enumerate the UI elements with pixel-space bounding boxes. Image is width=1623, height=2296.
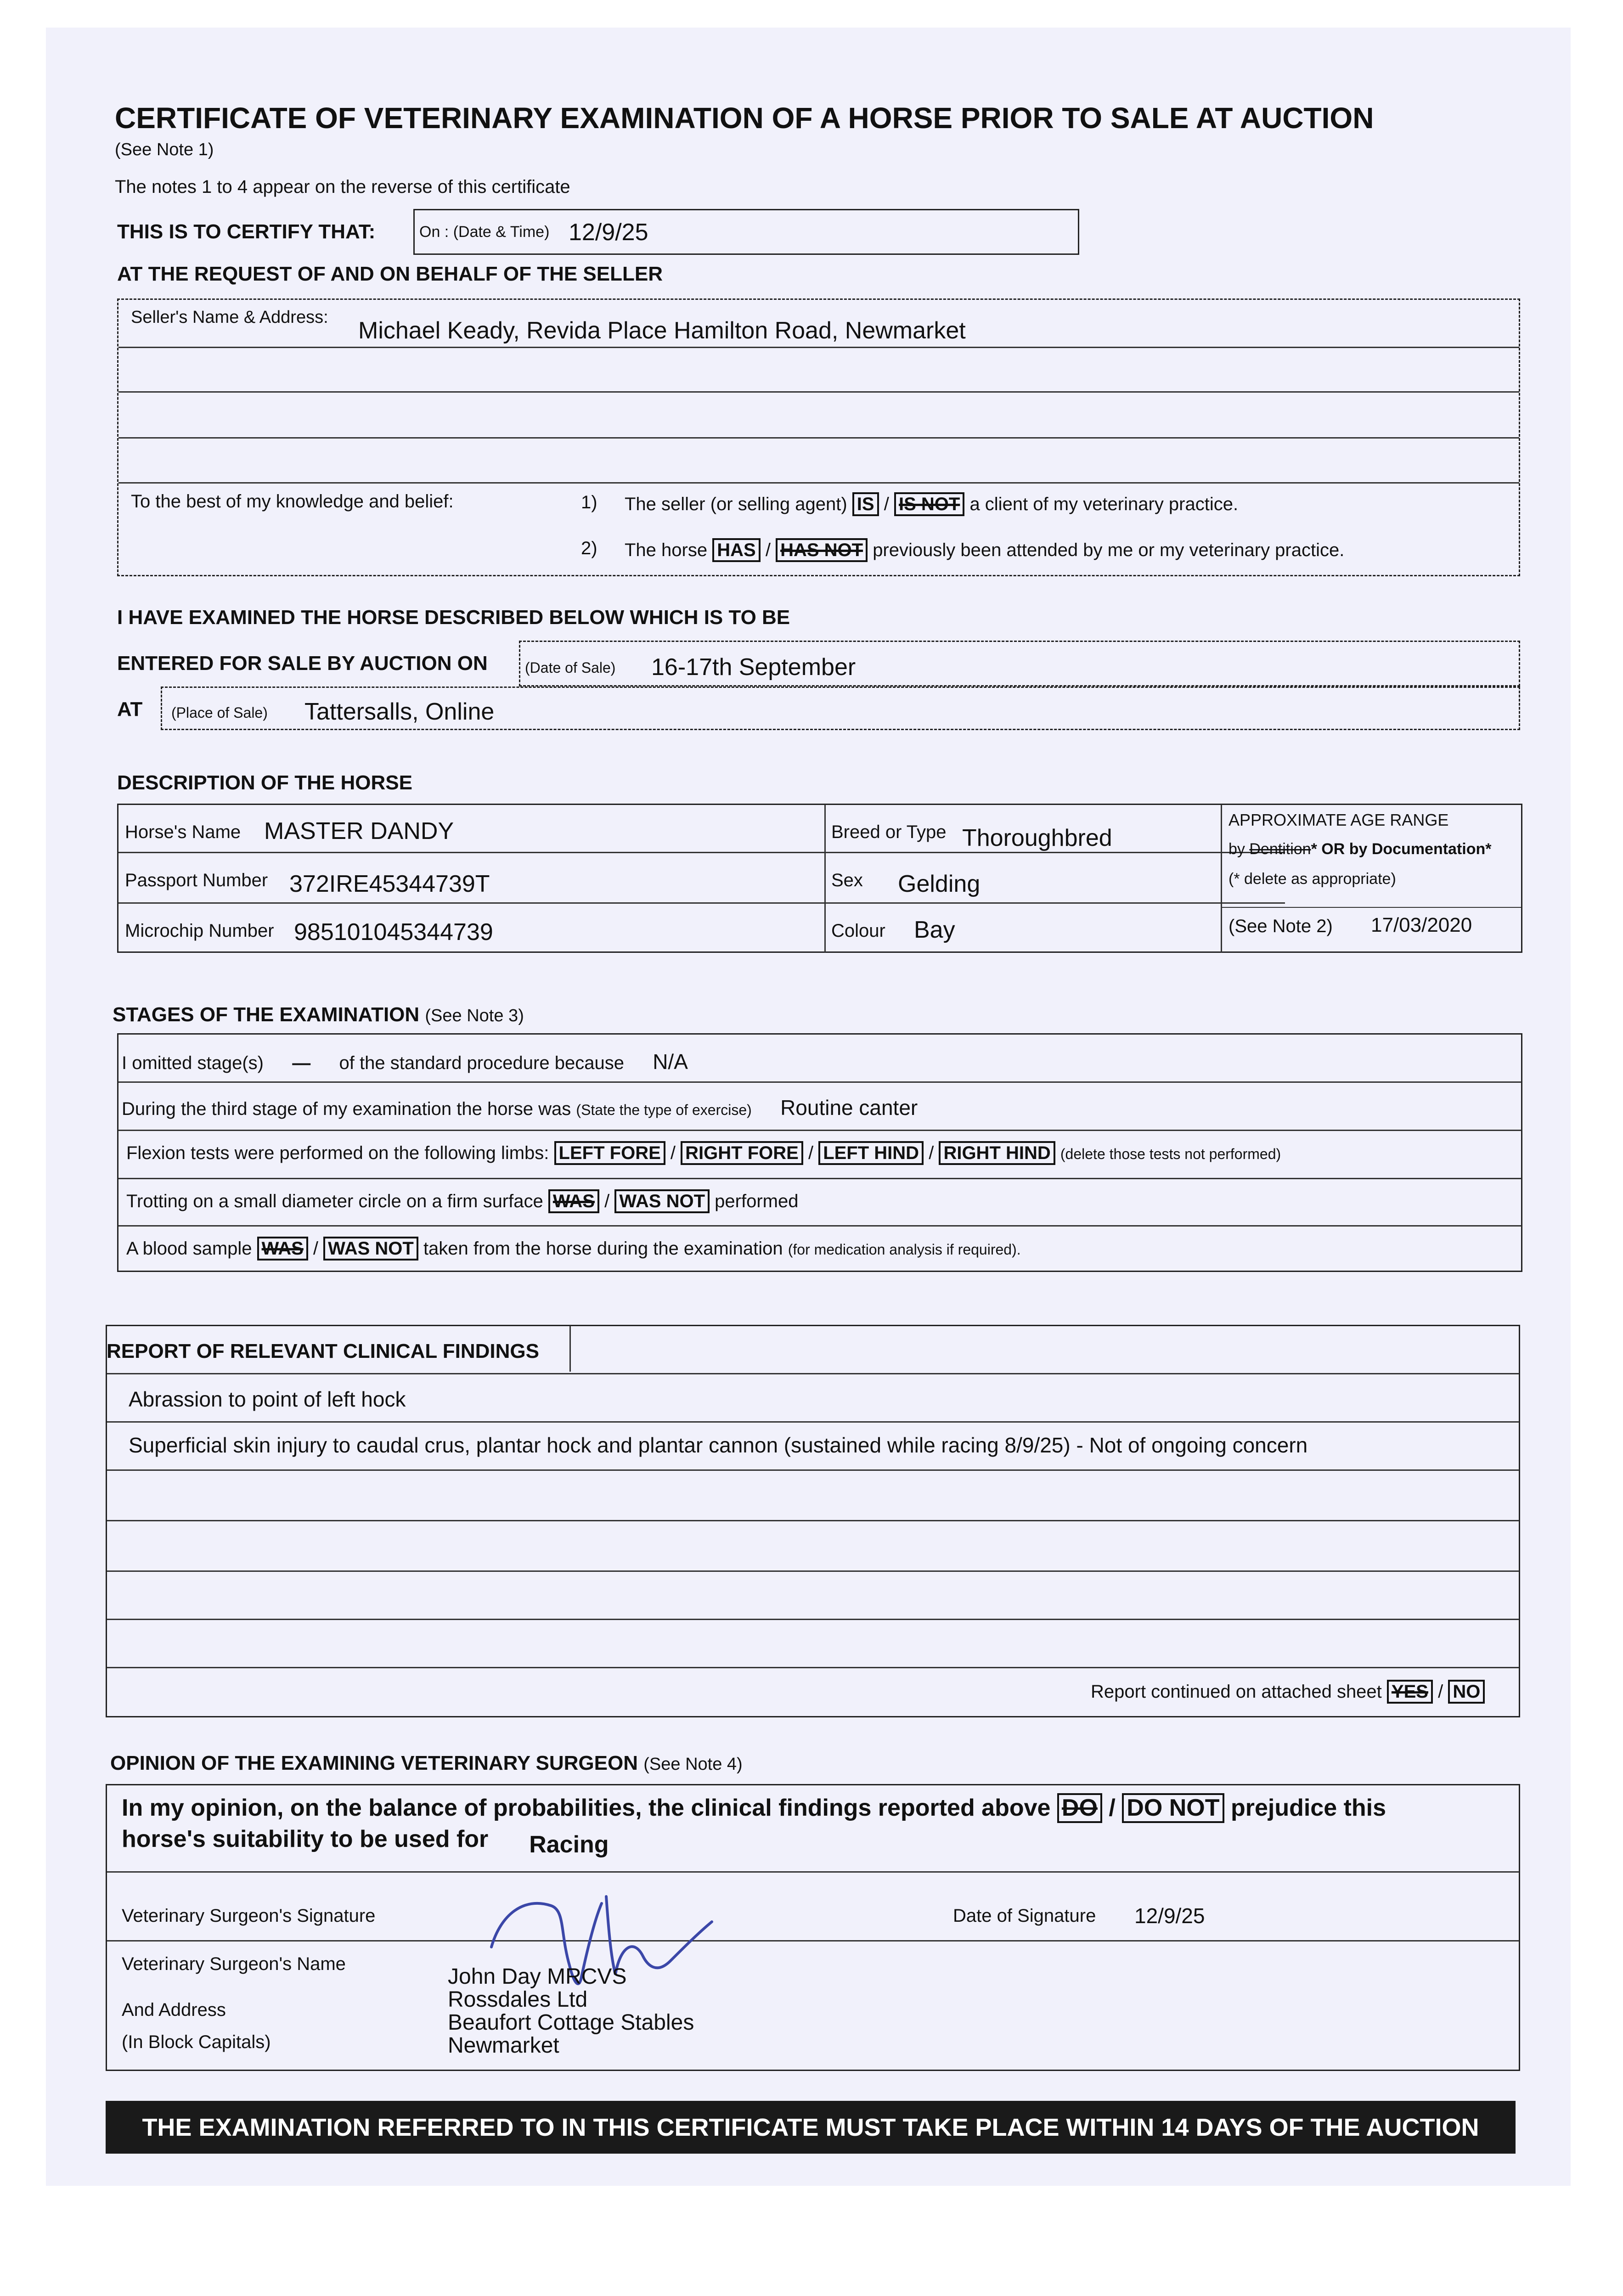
notes-line: The notes 1 to 4 appear on the reverse of this certificate xyxy=(115,177,570,197)
trot-was-option[interactable]: WAS xyxy=(548,1189,599,1213)
item1-number: 1) xyxy=(581,492,597,512)
age-dentition-struck[interactable]: Dentition xyxy=(1249,840,1311,858)
microchip-label: Microchip Number xyxy=(125,921,274,941)
opinion-do-not-option[interactable]: DO NOT xyxy=(1122,1793,1224,1823)
third-stage-hint: (State the type of exercise) xyxy=(576,1102,752,1118)
slash: / xyxy=(1438,1682,1443,1702)
seller-line-2 xyxy=(118,391,1519,393)
stages-heading xyxy=(113,1003,524,1026)
certify-label: THIS IS TO CERTIFY THAT: xyxy=(117,220,376,243)
footer-banner: THE EXAMINATION REFERRED TO IN THIS CERTIFICATE MUST TAKE PLACE WITHIN 14 DAYS OF THE AUCTION xyxy=(106,2101,1516,2154)
client-is-option[interactable]: IS xyxy=(852,492,879,516)
age-value: 17/03/2020 xyxy=(1371,914,1472,936)
flexion-note: (delete those tests not performed) xyxy=(1060,1146,1281,1162)
vet-name-label: Veterinary Surgeon's Name xyxy=(122,1954,346,1974)
finding-line-1: Abrassion to point of left hock xyxy=(129,1387,406,1411)
opinion-text-pre: In my opinion, on the balance of probabilities, the clinical findings reported above xyxy=(122,1795,1051,1821)
findings-line-5 xyxy=(107,1619,1519,1620)
findings-line-1 xyxy=(107,1421,1519,1423)
flexion-left-hind-option[interactable]: LEFT HIND xyxy=(818,1141,924,1165)
opinion-line-1 xyxy=(107,1871,1519,1873)
findings-heading: REPORT OF RELEVANT CLINICAL FINDINGS xyxy=(107,1340,539,1362)
date-time-label: On : (Date & Time) xyxy=(419,223,550,241)
age-or-documentation[interactable]: * OR by Documentation* xyxy=(1311,840,1492,858)
trot-label: Trotting on a small diameter circle on a firm surface xyxy=(126,1191,543,1211)
sale-date-field[interactable] xyxy=(519,641,1520,687)
findings-line-3 xyxy=(107,1520,1519,1521)
continued-yes-option[interactable]: YES xyxy=(1387,1680,1433,1704)
opinion-do-option[interactable]: DO xyxy=(1057,1793,1102,1823)
date-time-value: 12/9/25 xyxy=(569,219,648,246)
omitted-label: I omitted stage(s) xyxy=(122,1053,264,1073)
date-time-field[interactable] xyxy=(413,209,1079,255)
stages-line-1 xyxy=(118,1081,1522,1083)
seller-line-1 xyxy=(118,347,1519,348)
item1-post: a client of my veterinary practice. xyxy=(969,494,1239,514)
omitted-reason: N/A xyxy=(653,1050,688,1074)
see-note-1: (See Note 1) xyxy=(115,140,214,159)
desc-col-line-2 xyxy=(1221,805,1222,952)
certificate-title: CERTIFICATE OF VETERINARY EXAMINATION OF A HORSE PRIOR TO SALE AT AUCTION xyxy=(115,101,1374,135)
microchip-value: 985101045344739 xyxy=(294,919,493,945)
item1-pre: The seller (or selling agent) xyxy=(625,494,847,514)
opinion-use-value: Racing xyxy=(529,1831,609,1858)
slash: / xyxy=(765,540,771,560)
trot-was-not-option[interactable]: WAS NOT xyxy=(614,1189,710,1213)
trot-row xyxy=(126,1189,798,1213)
trot-post: performed xyxy=(715,1191,799,1211)
sex-label: Sex xyxy=(831,870,863,890)
findings-line-6 xyxy=(107,1667,1519,1668)
sale-line-2: ENTERED FOR SALE BY AUCTION ON xyxy=(117,652,488,675)
desc-row-line-2 xyxy=(118,902,1285,904)
omitted-row xyxy=(122,1049,688,1074)
stages-heading-text: STAGES OF THE EXAMINATION xyxy=(113,1003,420,1026)
vet-address-line-1: Rossdales Ltd xyxy=(448,1987,588,2012)
breed-label: Breed or Type xyxy=(831,822,947,842)
age-heading: APPROXIMATE AGE RANGE xyxy=(1229,810,1449,829)
report-continued-label: Report continued on attached sheet xyxy=(1091,1682,1382,1702)
breed-value: Thoroughbred xyxy=(962,825,1112,851)
item2-pre: The horse xyxy=(625,540,708,560)
slash: / xyxy=(884,494,889,514)
sale-date-value: 16-17th September xyxy=(651,654,856,681)
findings-line-4 xyxy=(107,1570,1519,1572)
slash: / xyxy=(670,1143,676,1163)
age-row-line xyxy=(1222,907,1521,908)
seller-value: Michael Keady, Revida Place Hamilton Road, Newmarket xyxy=(358,317,966,344)
sale-place-label: (Place of Sale) xyxy=(171,704,268,721)
client-is-not-option[interactable]: IS NOT xyxy=(894,492,964,516)
request-label: AT THE REQUEST OF AND ON BEHALF OF THE SELLER xyxy=(117,263,663,285)
passport-value: 372IRE45344739T xyxy=(289,871,490,897)
desc-row-line-1 xyxy=(118,852,1285,853)
horse-name-value: MASTER DANDY xyxy=(264,818,454,844)
sale-place-field[interactable] xyxy=(161,687,1520,730)
opinion-line-2 xyxy=(107,1940,1519,1941)
opinion-heading-note: (See Note 4) xyxy=(643,1755,743,1774)
blood-was-option[interactable]: WAS xyxy=(257,1237,308,1261)
signature-label: Veterinary Surgeon's Signature xyxy=(122,1906,376,1926)
flexion-right-fore-option[interactable]: RIGHT FORE xyxy=(681,1141,803,1165)
sale-date-label: (Date of Sale) xyxy=(525,659,616,676)
findings-line-0 xyxy=(107,1373,1519,1374)
opinion-text-line2: horse's suitability to be used for xyxy=(122,1826,489,1852)
sale-place-value: Tattersalls, Online xyxy=(304,698,495,725)
slash: / xyxy=(1109,1795,1116,1821)
slash: / xyxy=(929,1143,934,1163)
at-label: AT xyxy=(117,698,143,720)
third-stage-row xyxy=(122,1095,918,1120)
date-of-signature-value: 12/9/25 xyxy=(1134,1904,1205,1928)
date-of-signature-label: Date of Signature xyxy=(953,1906,1096,1926)
horse-has-not-option[interactable]: HAS NOT xyxy=(776,538,868,562)
findings-line-2 xyxy=(107,1469,1519,1471)
stages-line-4 xyxy=(118,1225,1522,1227)
block-capitals-label: (In Block Capitals) xyxy=(122,2032,271,2052)
vet-details xyxy=(448,1965,694,2057)
seller-line-4 xyxy=(118,482,1519,484)
omitted-value: — xyxy=(292,1053,311,1073)
item1-row xyxy=(625,492,1238,516)
blood-note: (for medication analysis if required). xyxy=(788,1241,1021,1258)
opinion-heading xyxy=(110,1752,743,1775)
slash: / xyxy=(604,1191,610,1211)
flexion-right-hind-option[interactable]: RIGHT HIND xyxy=(939,1141,1055,1165)
age-method-row xyxy=(1229,840,1492,858)
blood-post: taken from the horse during the examination xyxy=(423,1238,783,1259)
sale-line-1: I HAVE EXAMINED THE HORSE DESCRIBED BELOW WHICH IS TO BE xyxy=(117,606,790,629)
slash: / xyxy=(808,1143,814,1163)
vet-address-line-2: Beaufort Cottage Stables xyxy=(448,2010,694,2035)
description-heading: DESCRIPTION OF THE HORSE xyxy=(117,771,412,794)
age-by: by xyxy=(1229,840,1245,858)
opinion-text-post: prejudice this xyxy=(1230,1795,1386,1821)
stages-heading-note: (See Note 3) xyxy=(425,1006,524,1025)
flexion-label: Flexion tests were performed on the following limbs: xyxy=(126,1143,549,1163)
seller-line-3 xyxy=(118,437,1519,439)
opinion-heading-text: OPINION OF THE EXAMINING VETERINARY SURGEON xyxy=(110,1752,638,1774)
slash: / xyxy=(313,1238,319,1259)
report-continued-row xyxy=(1091,1680,1485,1704)
blood-row xyxy=(126,1237,1021,1261)
finding-line-2: Superficial skin injury to caudal crus, plantar hock and plantar cannon (sustained while racing 8/9/25) - Not of ongoing concern xyxy=(129,1433,1308,1457)
opinion-line2-row xyxy=(122,1825,609,1858)
stages-line-2 xyxy=(118,1130,1522,1131)
passport-label: Passport Number xyxy=(125,870,268,890)
colour-label: Colour xyxy=(831,921,885,941)
age-delete-note: (* delete as appropriate) xyxy=(1229,870,1396,888)
continued-no-option[interactable]: NO xyxy=(1448,1680,1485,1704)
sex-value: Gelding xyxy=(898,871,981,897)
third-stage-value: Routine canter xyxy=(780,1096,918,1120)
stages-line-3 xyxy=(118,1178,1522,1179)
blood-was-not-option[interactable]: WAS NOT xyxy=(323,1237,418,1261)
horse-has-option[interactable]: HAS xyxy=(712,538,760,562)
knowledge-label: To the best of my knowledge and belief: xyxy=(131,491,454,512)
blood-label: A blood sample xyxy=(126,1238,252,1259)
colour-value: Bay xyxy=(914,917,955,943)
flexion-row xyxy=(126,1141,1281,1165)
item2-row xyxy=(625,538,1344,562)
age-see-note: (See Note 2) xyxy=(1229,916,1333,936)
seller-label: Seller's Name & Address: xyxy=(131,308,328,327)
horse-name-label: Horse's Name xyxy=(125,822,241,842)
vet-address-label: And Address xyxy=(122,2000,226,2020)
opinion-text-row xyxy=(122,1793,1386,1823)
third-stage-label: During the third stage of my examination the horse was xyxy=(122,1099,571,1119)
desc-col-line-1 xyxy=(824,805,826,952)
findings-heading-divider xyxy=(569,1326,571,1372)
item2-number: 2) xyxy=(581,538,597,558)
vet-address-line-3: Newmarket xyxy=(448,2033,559,2058)
item2-post: previously been attended by me or my veterinary practice. xyxy=(873,540,1345,560)
vet-name-value: John Day MRCVS xyxy=(448,1964,627,1989)
omitted-because: of the standard procedure because xyxy=(339,1053,624,1073)
flexion-left-fore-option[interactable]: LEFT FORE xyxy=(554,1141,665,1165)
